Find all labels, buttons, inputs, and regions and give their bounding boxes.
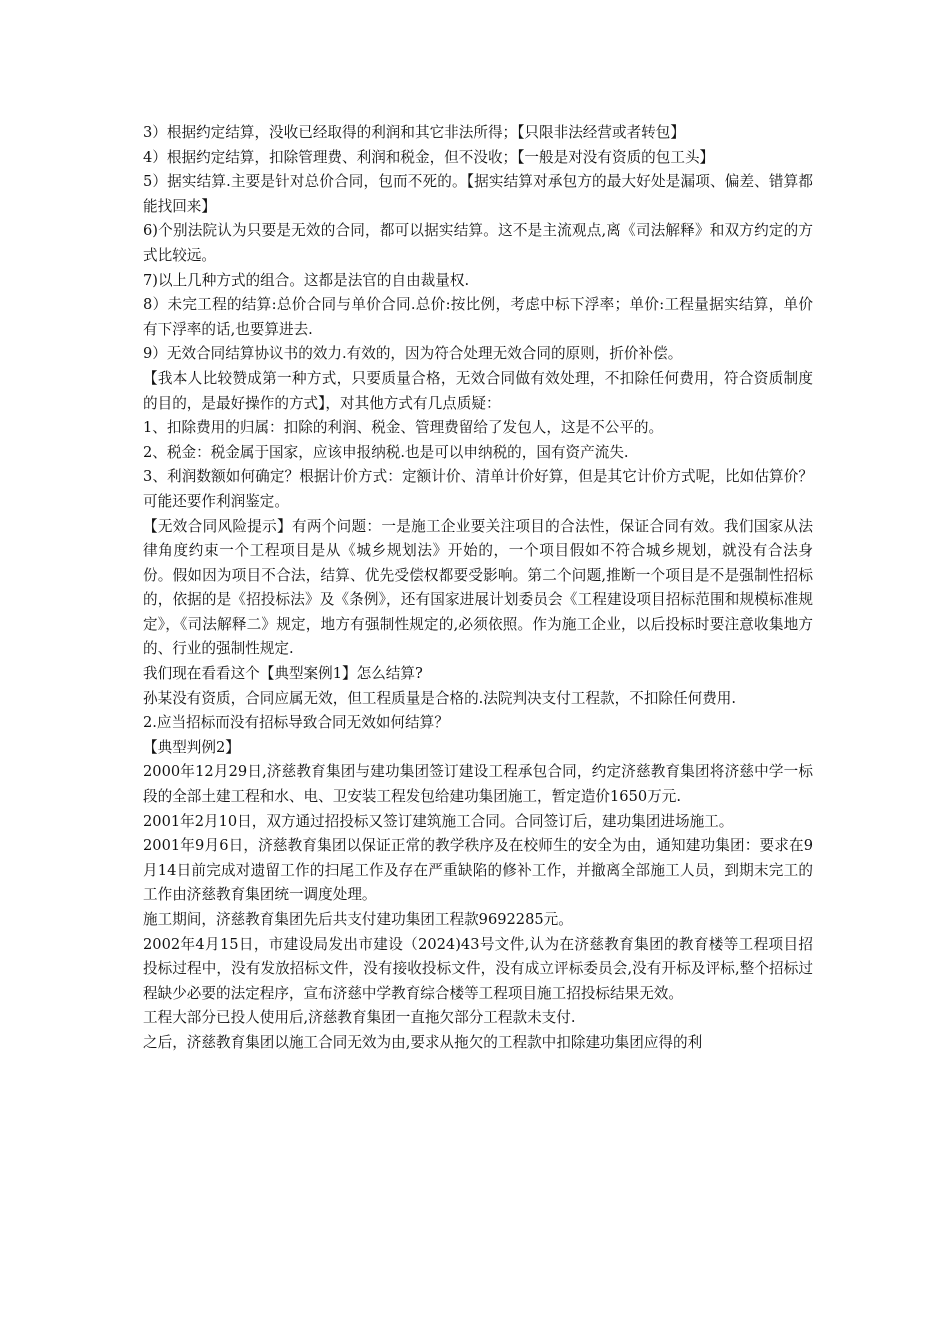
paragraph: 【我本人比较赞成第一种方式，只要质量合格，无效合同做有效处理，不扣除任何费用，符合资质制度的目的，是最好操作的方式】，对其他方式有几点质疑：	[143, 369, 813, 412]
paragraph: 2002年4月15日，市建设局发出市建设（2024)43号文件,认为在济慈教育集团的教育楼等工程项目招投标过程中，没有发放招标文件，没有接收投标文件，没有成立评标委员会,没有开标及评标,整个招标过程缺少必要的法定程序，宣布济慈中学教育综合楼等工程项目施工招投标结果无效。	[143, 935, 813, 1002]
paragraph: 1、扣除费用的归属：扣除的利润、税金、管理费留给了发包人，这是不公平的。	[143, 419, 664, 437]
paragraph: 5）据实结算.主要是针对总价合同，包而不死的。【据实结算对承包方的最大好处是漏项、偏差、错算都能找回来】	[143, 173, 813, 215]
paragraph: 2、税金：税金属于国家，应该申报纳税.也是可以申纳税的，国有资产流失.	[143, 443, 629, 461]
paragraph: 2001年2月10日，双方通过招投标又签订建筑施工合同。合同签订后，建功集团进场施工。	[143, 812, 734, 830]
paragraph: 孙某没有资质，合同应属无效，但工程质量是合格的.法院判决支付工程款，不扣除任何费用.	[143, 689, 737, 707]
paragraph: 【无效合同风险提示】有两个问题：一是施工企业要关注项目的合法性，保证合同有效。我们国家从法律角度约束一个工程项目是从《城乡规划法》开始的，一个项目假如不符合城乡规划，就没有合法身份。假如因为项目不合法，结算、优先受偿权都要受影响。第二个问题,推断一个项目是不是强制性招标的，依据的是《招投标法》及《条例》，还有国家进展计划委员会《工程建设项目招标范围和规模标准规定》，《司法解释二》规定，地方有强制性规定的,必须依照。作为施工企业，以后投标时要注意收集地方的、行业的强制性规定.	[143, 517, 813, 658]
paragraph: 工程大部分已投人使用后,济慈教育集团一直拖欠部分工程款未支付.	[143, 1009, 576, 1027]
paragraph: 9）无效合同结算协议书的效力.有效的，因为符合处理无效合同的原则，折价补偿。	[143, 345, 683, 363]
paragraph: 6)个别法院认为只要是无效的合同，都可以据实结算。这不是主流观点,离《司法解释》和双方约定的方式比较远。	[143, 222, 813, 264]
paragraph: 我们现在看看这个【典型案例1】怎么结算?	[143, 665, 423, 683]
document-body	[143, 121, 813, 1056]
paragraph: 2001年9月6日，济慈教育集团以保证正常的教学秩序及在校师生的安全为由，通知建功集团：要求在9月14日前完成对遗留工作的扫尾工作及存在严重缺陷的修补工作，并撤离全部施工人员，到期末完工的工作由济慈教育集团统一调度处理。	[143, 837, 813, 904]
paragraph: 8）未完工程的结算:总价合同与单价合同.总价:按比例，考虑中标下浮率；单价:工程量据实结算，单价有下浮率的话,也要算进去.	[143, 296, 813, 338]
case-heading: 【典型判例2】	[143, 738, 240, 756]
section-heading: 2.应当招标而没有招标导致合同无效如何结算？	[143, 714, 449, 732]
paragraph: 3、利润数额如何确定？根据计价方式：定额计价、清单计价好算，但是其它计价方式呢，比如估算价？可能还要作利润鉴定。	[143, 468, 813, 510]
paragraph: 2000年12月29日,济慈教育集团与建功集团签订建设工程承包合同，约定济慈教育集团将济慈中学一标段的全部土建工程和水、电、卫安装工程发包给建功集团施工，暂定造价1650万元.	[143, 763, 813, 806]
paragraph: 3）根据约定结算，没收已经取得的利润和其它非法所得；【只限非法经营或者转包】	[143, 124, 685, 141]
paragraph: 4）根据约定结算，扣除管理费、利润和税金，但不没收；【一般是对没有资质的包工头】	[143, 148, 715, 166]
paragraph: 7)以上几种方式的组合。这都是法官的自由裁量权.	[143, 271, 470, 289]
paragraph: 之后，济慈教育集团以施工合同无效为由,要求从拖欠的工程款中扣除建功集团应得的利	[143, 1033, 703, 1051]
paragraph: 施工期间，济慈教育集团先后共支付建功集团工程款9692285元。	[143, 911, 573, 928]
